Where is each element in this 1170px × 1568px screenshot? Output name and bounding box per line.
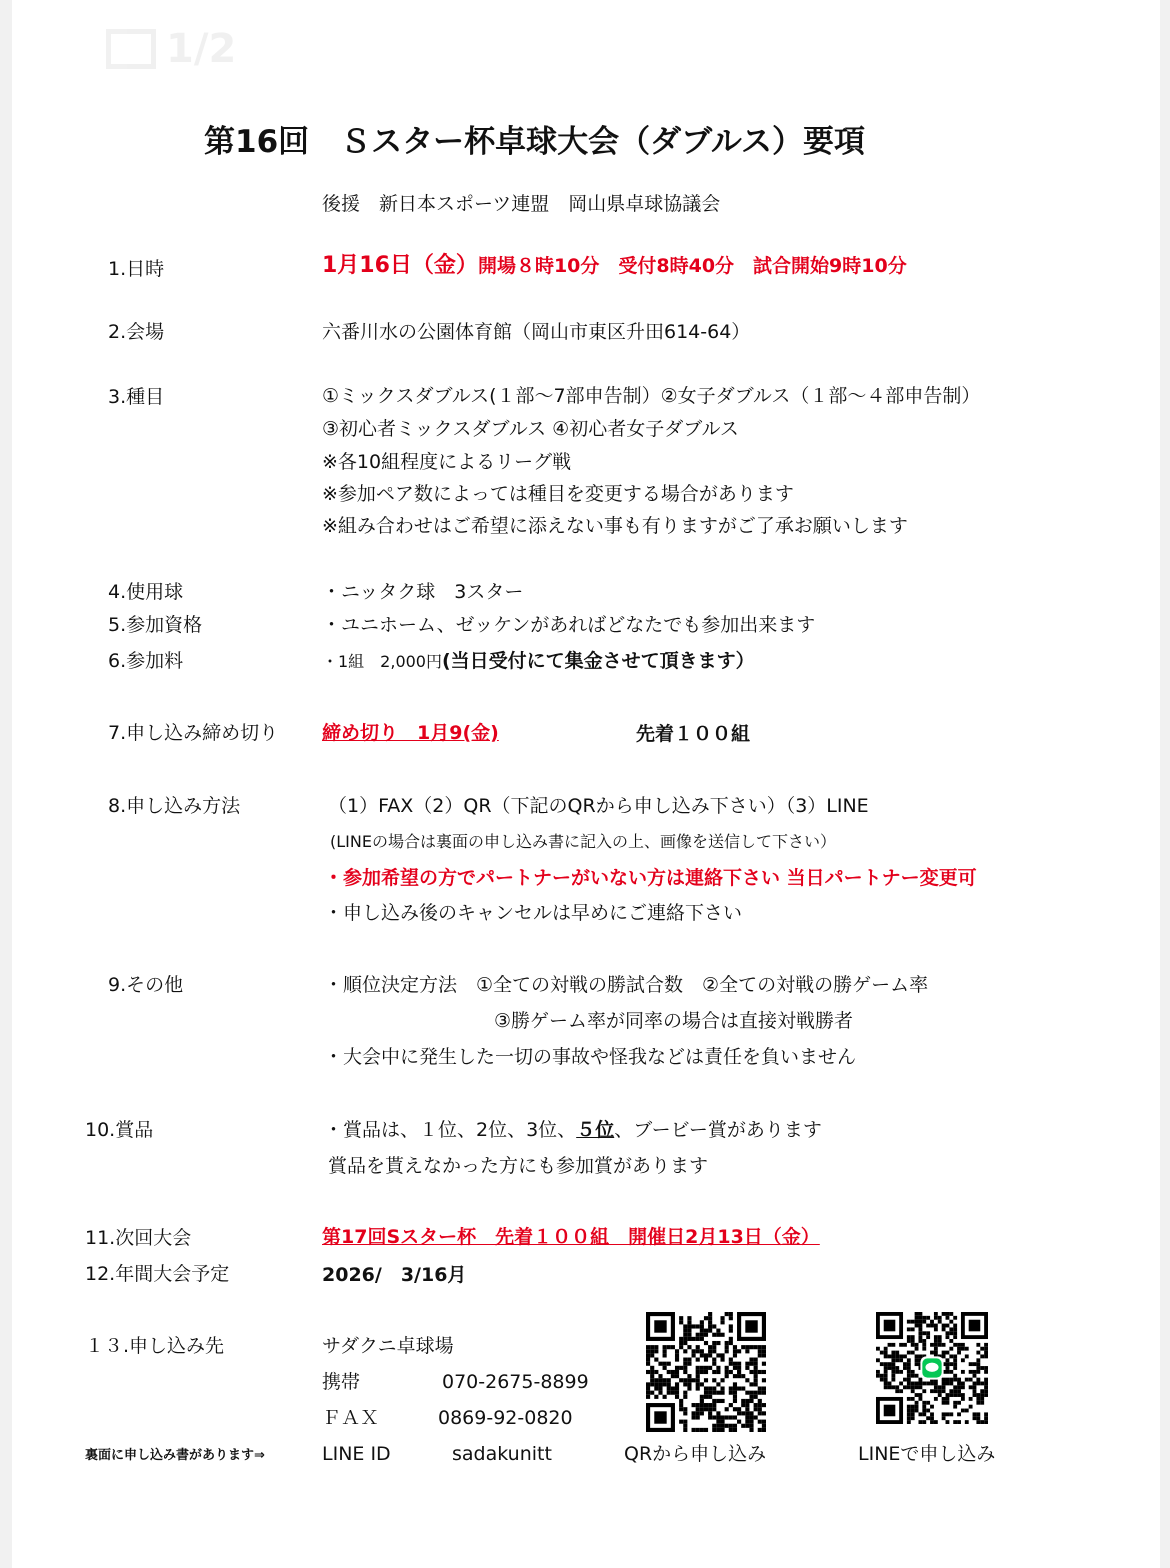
- fee-line: [322, 649, 755, 674]
- section-label-next-event: 11.次回大会: [85, 1227, 192, 1249]
- prize-suffix: 、ブービー賞があります: [614, 1119, 822, 1141]
- section-label-annual-schedule: 12.年間大会予定: [85, 1263, 230, 1285]
- section-label-venue: 2.会場: [108, 321, 165, 343]
- eligibility-text: ・ユニホーム、ゼッケンがあればどなたでも参加出来ます: [322, 614, 816, 636]
- ranking-rule-2: ③勝ゲーム率が同率の場合は直接対戦勝者: [494, 1010, 854, 1032]
- line-id-value: sadakunitt: [452, 1443, 552, 1465]
- capacity-text: 先着１００組: [636, 723, 751, 745]
- section-label-datetime: 1.日時: [108, 258, 165, 280]
- mobile-label: 携帯: [322, 1371, 361, 1393]
- section-label-deadline: 7.申し込み締め切り: [108, 722, 279, 744]
- ranking-rule-1: ・順位決定方法 ①全ての対戦の勝試合数 ②全ての対戦の勝ゲーム率: [324, 974, 929, 996]
- liability-note: ・大会中に発生した一切の事故や怪我などは責任を負いません: [324, 1046, 857, 1068]
- page-title: 第16回 Ｓスター杯卓球大会（ダブルス）要項: [204, 124, 865, 160]
- deadline-text: 締め切り 1月9(金): [322, 722, 499, 744]
- line-id-label: LINE ID: [322, 1443, 391, 1465]
- cancel-note: ・申し込み後のキャンセルは早めにご連絡下さい: [324, 902, 743, 924]
- next-event-text: 第17回Sスター杯 先着１００組 開催日2月13日（金）: [322, 1226, 820, 1248]
- section-label-eligibility: 5.参加資格: [108, 614, 203, 636]
- qr-code-icon[interactable]: [646, 1312, 766, 1432]
- event-date: 1月16日（金）: [322, 253, 478, 278]
- qr-apply-label: QRから申し込み: [624, 1443, 767, 1465]
- section-label-fee: 6.参加料: [108, 650, 184, 672]
- section-label-ball: 4.使用球: [108, 581, 184, 603]
- event-times: 開場８時10分 受付8時40分 試合開始9時10分: [477, 255, 907, 277]
- ball-text: ・ニッタク球 3スター: [322, 581, 524, 603]
- prize-prefix: ・賞品は、１位、2位、3位、: [324, 1119, 577, 1141]
- section-label-contact: １３.申し込み先: [85, 1335, 225, 1357]
- page-indicator: [106, 26, 236, 72]
- prize-line: [324, 1118, 822, 1142]
- section-label-other: 9.その他: [108, 974, 184, 996]
- venue-text: 六番川水の公園体育館（岡山市東区升田614-64）: [322, 321, 751, 343]
- events-line-4: ※参加ペア数によっては種目を変更する場合があります: [322, 483, 794, 505]
- events-line-1: ①ミックスダブルス(１部〜7部申告制）②女子ダブルス（１部〜４部申告制）: [322, 385, 981, 407]
- sponsor-line: 後援 新日本スポーツ連盟 岡山県卓球協議会: [322, 193, 721, 215]
- contact-venue: サダクニ卓球場: [322, 1335, 454, 1357]
- document-page: [12, 0, 1160, 1568]
- fax-label: ＦＡＸ: [322, 1407, 380, 1429]
- fax-number: 0869-92-0820: [438, 1407, 573, 1429]
- mobile-number: 070-2675-8899: [442, 1371, 589, 1393]
- page-indicator-text: 1/2: [166, 26, 237, 72]
- section-label-method: 8.申し込み方法: [108, 795, 241, 817]
- annual-schedule-text: 2026/ 3/16月: [322, 1264, 467, 1286]
- fee-text: ・1組 2,000円: [322, 652, 442, 671]
- line-qr-code-icon[interactable]: [876, 1312, 988, 1424]
- fee-note: (当日受付にて集金させて頂きます）: [442, 650, 755, 672]
- events-line-3: ※各10組程度によるリーグ戦: [322, 451, 572, 473]
- prize-fifth: ５位: [576, 1119, 615, 1141]
- event-datetime: [322, 254, 907, 278]
- partner-note: ・参加希望の方でパートナーがいない方は連絡下さい 当日パートナー変更可: [324, 867, 977, 889]
- consolation-note: 賞品を貰えなかった方にも参加賞があります: [328, 1155, 709, 1177]
- events-line-5: ※組み合わせはご希望に添えない事も有りますがご了承お願いします: [322, 515, 908, 537]
- page-icon: [106, 29, 156, 69]
- line-application-note: (LINEの場合は裏面の申し込み書に記入の上、画像を送信して下さい）: [330, 832, 836, 851]
- section-label-prizes: 10.賞品: [85, 1119, 154, 1141]
- events-line-2: ③初心者ミックスダブルス ④初心者女子ダブルス: [322, 418, 739, 440]
- back-side-note: 裏面に申し込み書があります⇒: [85, 1448, 265, 1463]
- section-label-events: 3.種目: [108, 386, 165, 408]
- line-apply-label: LINEで申し込み: [858, 1443, 996, 1465]
- method-options: （1）FAX（2）QR（下記のQRから申し込み下さい）（3）LINE: [328, 795, 869, 817]
